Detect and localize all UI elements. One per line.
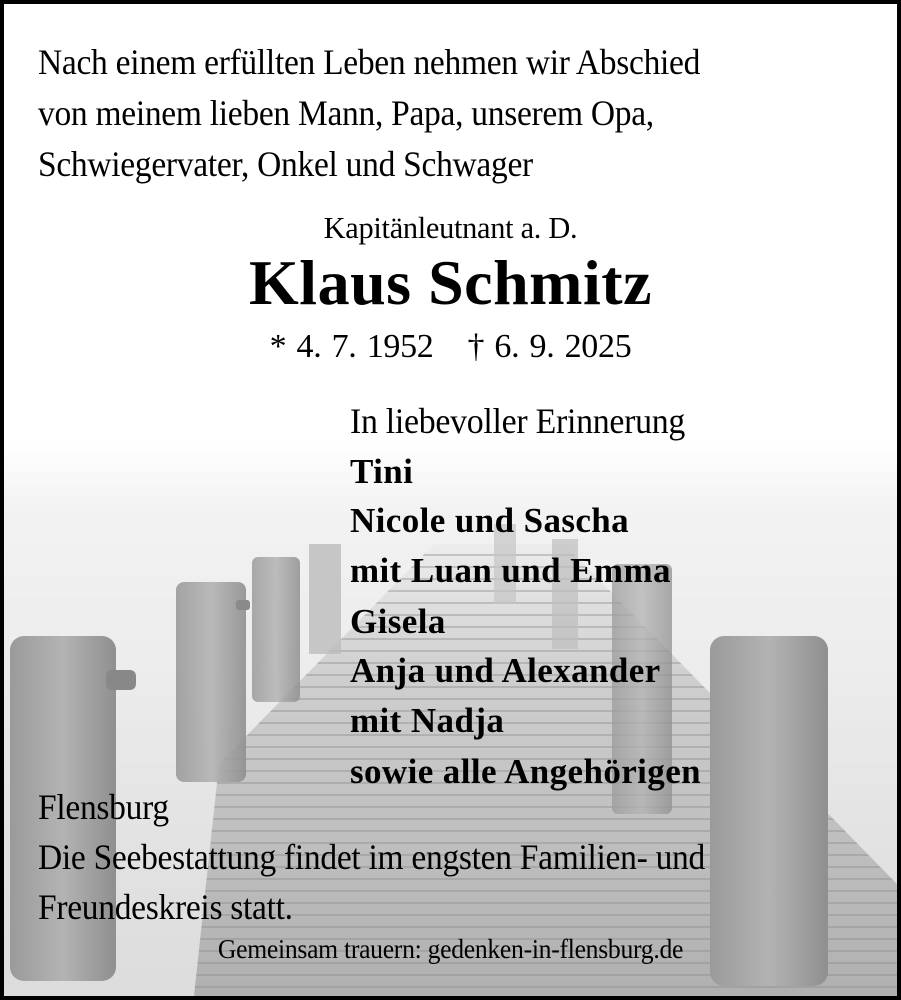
intro-line: Schwiegervater, Onkel und Schwager [38, 144, 533, 184]
intro-line: Nach einem erfüllten Leben nehmen wir Abschied [38, 42, 701, 82]
closing-text [38, 782, 705, 932]
remembrance-lead: In liebevoller Erinnerung [350, 401, 685, 441]
mourners-block [350, 396, 706, 797]
mourner-line: Gisela [350, 602, 446, 641]
place-name: Flensburg [38, 787, 169, 827]
mourner-line: mit Nadja [350, 701, 505, 740]
intro-text [38, 37, 700, 190]
burial-line: Die Seebestattung findet im engsten Familien- und [38, 837, 705, 877]
mourner-line: mit Luan und Emma [350, 551, 671, 590]
rank-title: Kapitänleutnant a. D. [323, 210, 578, 245]
birth-date: * 4. 7. 1952 [269, 328, 434, 365]
burial-line: Freundeskreis statt. [38, 887, 293, 927]
mourner-line: Tini [350, 452, 414, 491]
mourner-line: Nicole und Sascha [350, 501, 630, 540]
intro-line: von meinem lieben Mann, Papa, unserem Opa, [38, 93, 654, 133]
mourner-line: sowie alle Angehörigen [350, 752, 702, 791]
life-dates [4, 328, 897, 366]
footer-link[interactable]: Gemeinsam trauern: gedenken-in-flensburg.de [217, 934, 684, 964]
deceased-name: Klaus Schmitz [249, 247, 652, 318]
death-date: † 6. 9. 2025 [467, 328, 632, 365]
mourner-line: Anja und Alexander [350, 651, 661, 690]
